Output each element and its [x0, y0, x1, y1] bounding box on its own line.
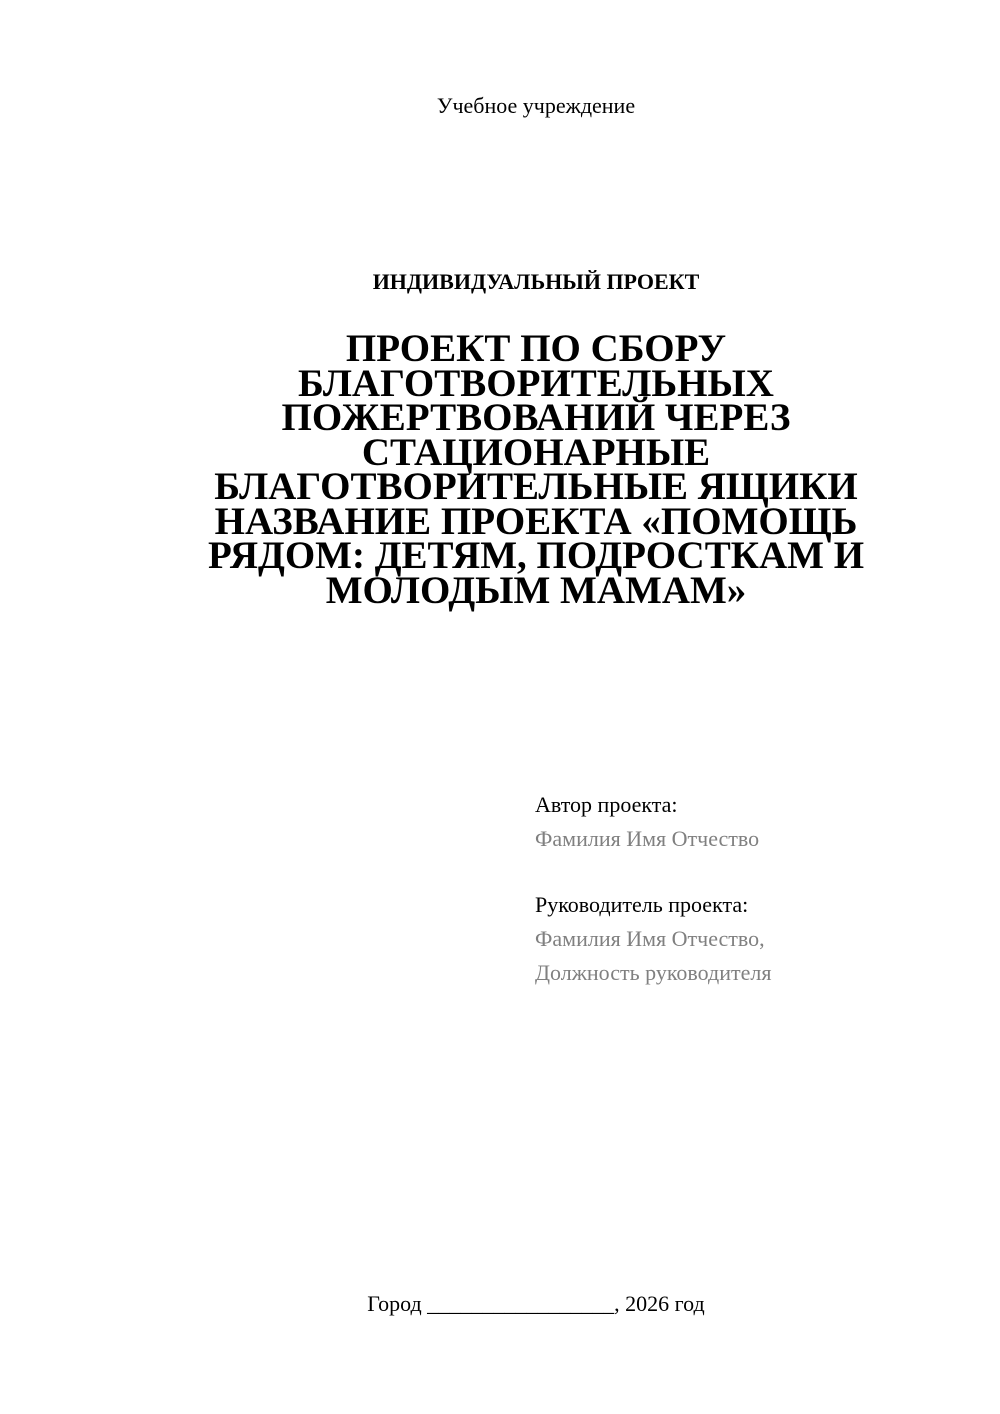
project-title [190, 327, 882, 612]
author-name: Фамилия Имя Отчество [535, 826, 760, 851]
project-title-line: ПРОЕКТ ПО СБОРУ [345, 327, 727, 370]
project-title-line: ПОЖЕРТВОВАНИЙ ЧЕРЕЗ [281, 396, 791, 439]
institution-name: Учебное учреждение [436, 93, 636, 118]
project-credits [535, 788, 771, 990]
project-title-line: НАЗВАНИЕ ПРОЕКТА «ПОМОЩЬ [214, 499, 858, 543]
project-title-line: БЛАГОТВОРИТЕЛЬНЫЕ ЯЩИКИ [214, 465, 858, 508]
supervisor-name: Фамилия Имя Отчество, [535, 926, 765, 951]
author-label: Автор проекта: [535, 792, 678, 817]
project-title-line: СТАЦИОНАРНЫЕ [361, 430, 711, 474]
city-year-line: Город _________________, 2026 год [367, 1291, 705, 1316]
document-type-heading: ИНДИВИДУАЛЬНЫЙ ПРОЕКТ [372, 269, 700, 294]
project-title-line: РЯДОМ: ДЕТЯМ, ПОДРОСТКАМ И [207, 534, 865, 577]
supervisor-position: Должность руководителя [535, 960, 772, 985]
project-title-line: МОЛОДЫМ МАМАМ» [325, 568, 747, 612]
supervisor-label: Руководитель проекта: [535, 892, 749, 917]
credits-spacer [535, 856, 771, 888]
project-title-line: БЛАГОТВОРИТЕЛЬНЫХ [298, 361, 774, 405]
